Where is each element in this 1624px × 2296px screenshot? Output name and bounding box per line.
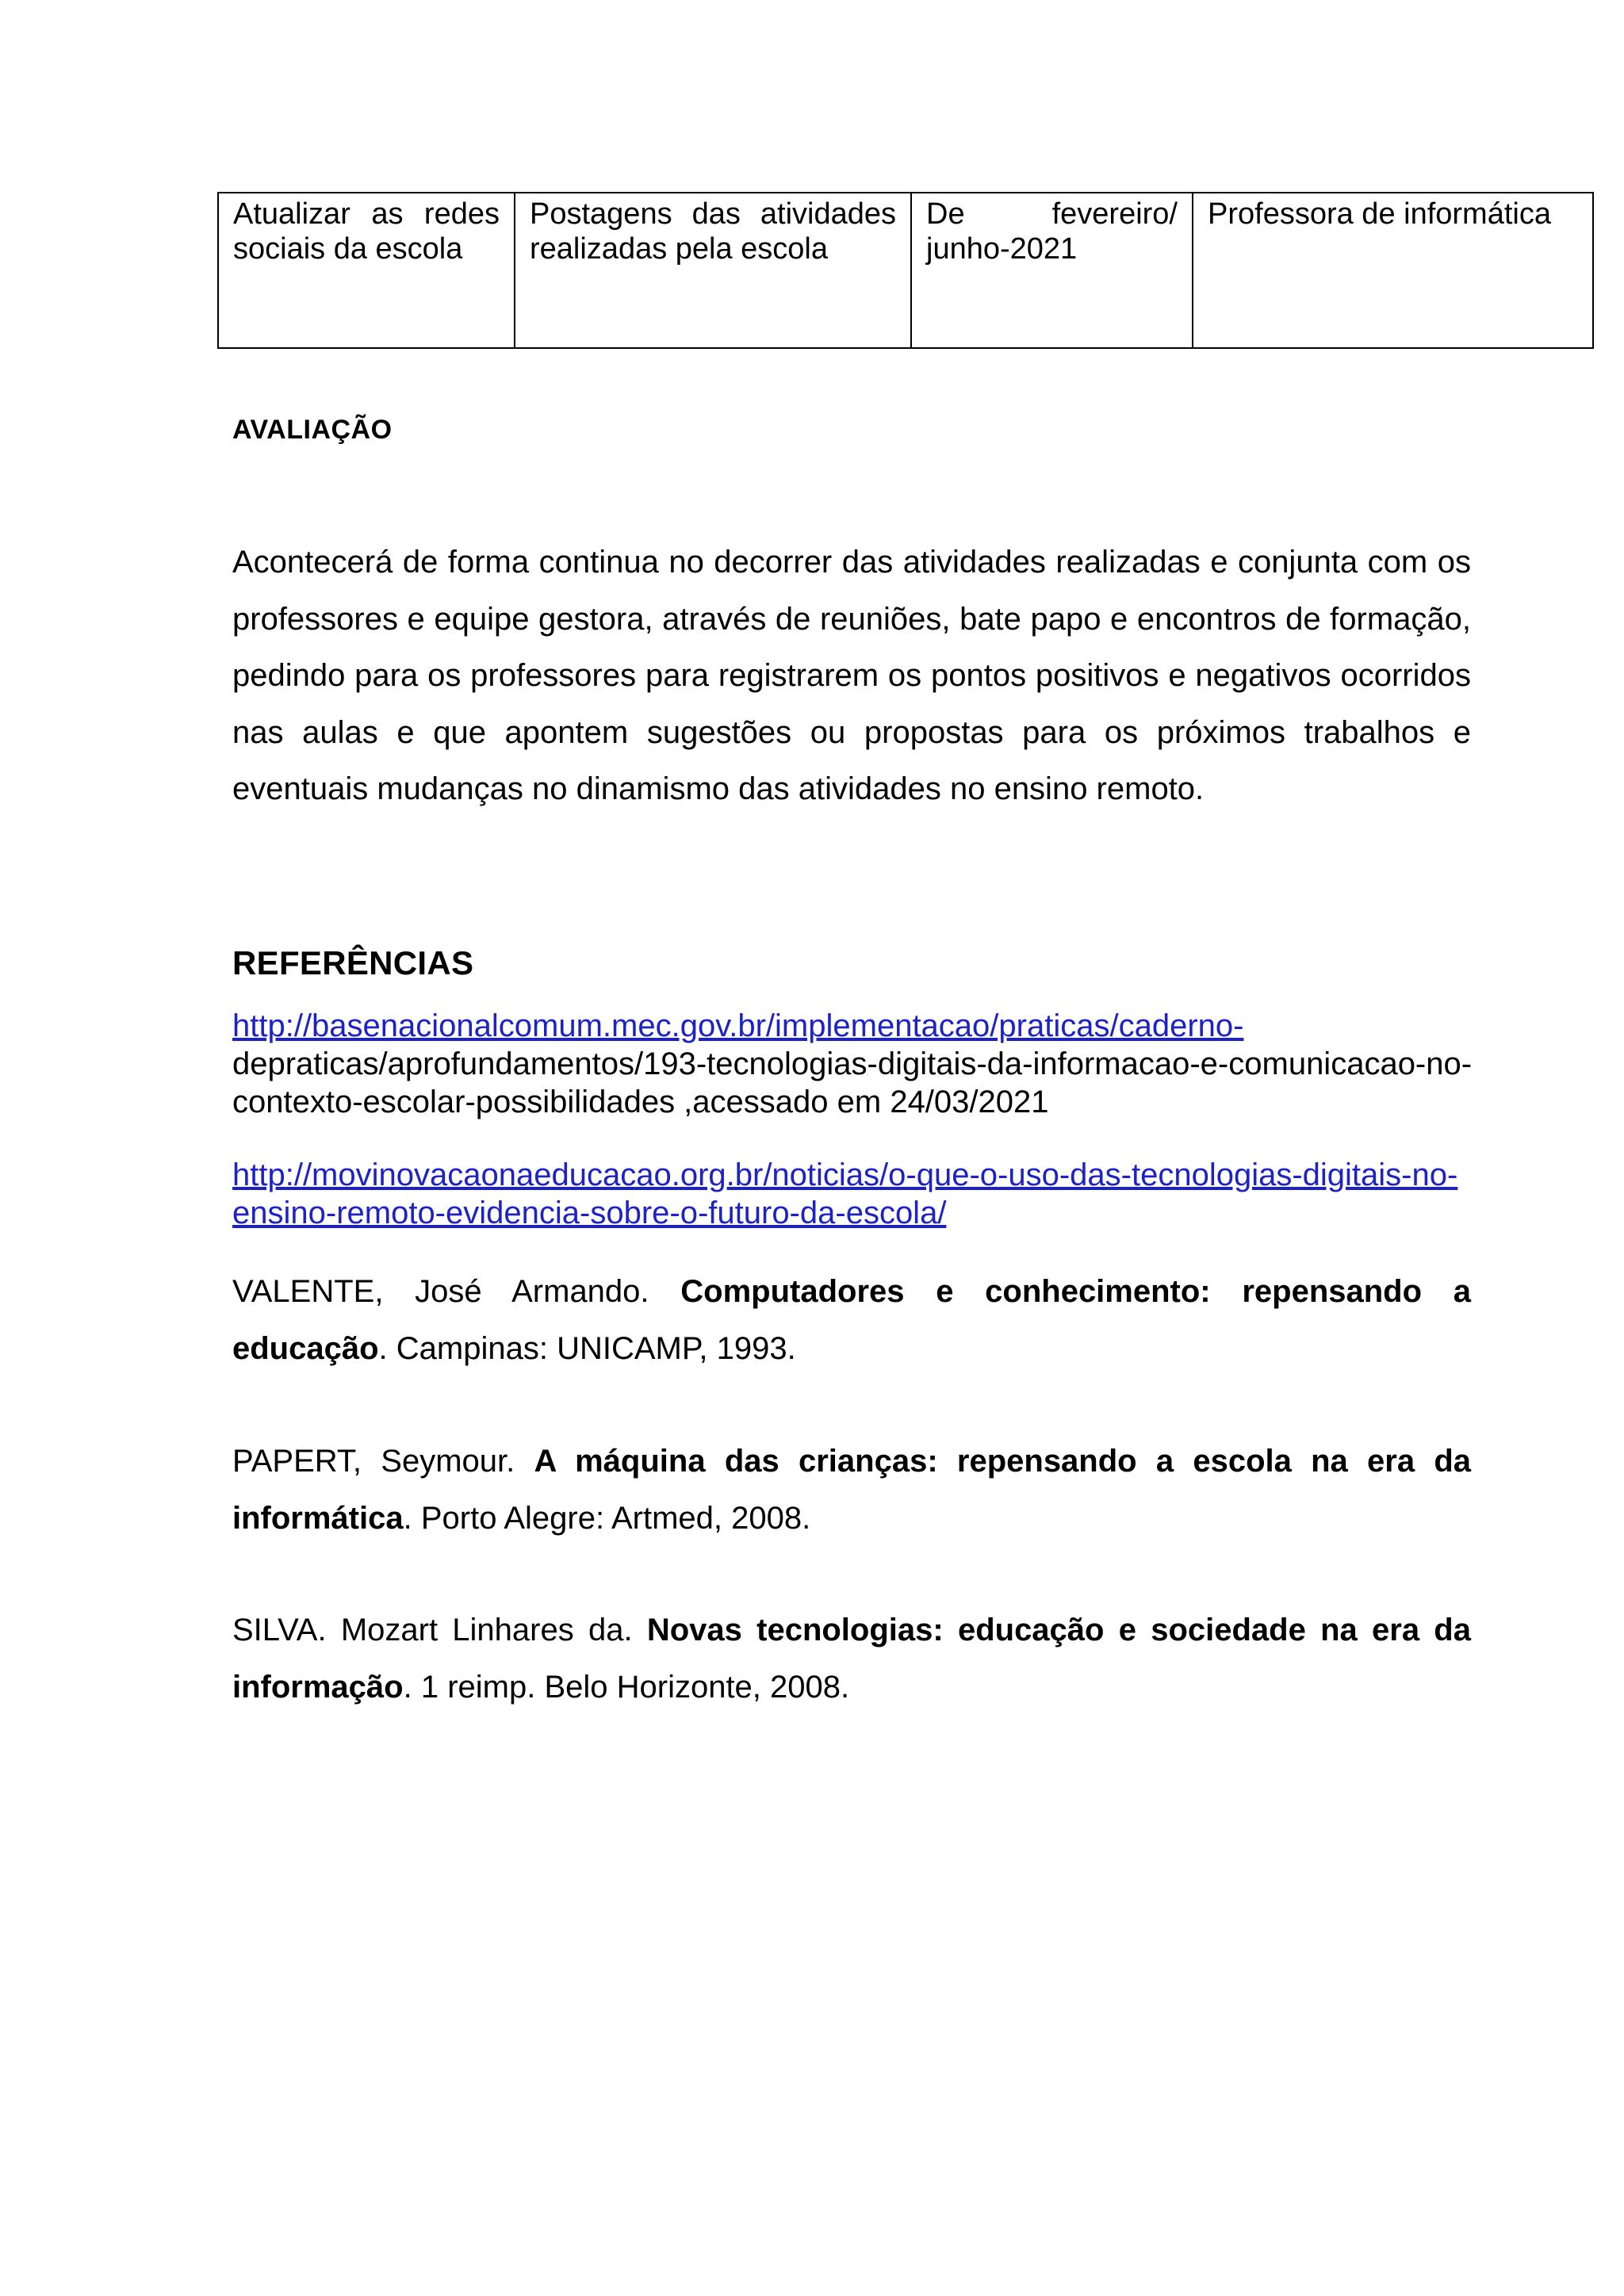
reference-item-papert bbox=[232, 1433, 1471, 1547]
table-cell-action: Atualizar as redes sociais da escola bbox=[218, 193, 515, 348]
table-row bbox=[218, 193, 1593, 348]
reference-publisher: . Campinas: UNICAMP, 1993. bbox=[378, 1330, 796, 1366]
reference-link-bncc[interactable]: http://basenacionalcomum.mec.gov.br/implementacao/praticas/caderno- bbox=[232, 1008, 1244, 1043]
reference-item-silva bbox=[232, 1602, 1471, 1716]
evaluation-heading: AVALIAÇÃO bbox=[232, 415, 393, 445]
reference-author: PAPERT, Seymour. bbox=[232, 1444, 534, 1479]
references-heading: REFERÊNCIAS bbox=[232, 944, 474, 982]
reference-title: Novas tecnologias: educação e sociedade na era da informação bbox=[232, 1613, 1471, 1705]
reference-item-bncc bbox=[232, 1007, 1481, 1121]
reference-title: Computadores e conhecimento: repensando a educação bbox=[232, 1274, 1471, 1366]
evaluation-paragraph: Acontecerá de forma continua no decorrer das atividades realizadas e conjunta com os professores e equipe gestora, através de reuniões, bate papo e encontros de formação, pedindo para os professores para registrarem os pontos positivos e negativos ocorridos nas aulas e que apontem sugestões ou propostas para os próximos trabalhos e eventuais mudanças no dinamismo das atividades no ensino remoto. bbox=[232, 545, 1471, 806]
table-cell-description: Postagens das atividades realizadas pela escola bbox=[515, 193, 911, 348]
reference-author: VALENTE, José Armando. bbox=[232, 1274, 681, 1309]
reference-title: A máquina das crianças: repensando a escola na era da informática bbox=[232, 1444, 1471, 1536]
reference-publisher: . 1 reimp. Belo Horizonte, 2008. bbox=[403, 1669, 850, 1705]
reference-publisher: . Porto Alegre: Artmed, 2008. bbox=[403, 1500, 811, 1536]
table-cell-period: De fevereiro/ junho-2021 bbox=[911, 193, 1193, 348]
reference-author: SILVA. Mozart Linhares da. bbox=[232, 1613, 647, 1647]
table-cell-responsible: Professora de informática bbox=[1193, 193, 1593, 348]
activity-table bbox=[217, 192, 1594, 349]
reference-link-continuation: depraticas/aprofundamentos/193-tecnologias-digitais-da-informacao-e-comunicacao-no-contexto-escolar-possibilidades ,acessado em 24/03/2021 bbox=[232, 1047, 1473, 1119]
reference-item-movinovacao bbox=[232, 1156, 1481, 1232]
reference-item-valente bbox=[232, 1264, 1471, 1377]
reference-link-movinovacao[interactable]: http://movinovacaonaeducacao.org.br/noticias/o-que-o-uso-das-tecnologias-digitais-no-ensino-remoto-evidencia-sobre-o-futuro-da-escola/ bbox=[232, 1158, 1458, 1230]
